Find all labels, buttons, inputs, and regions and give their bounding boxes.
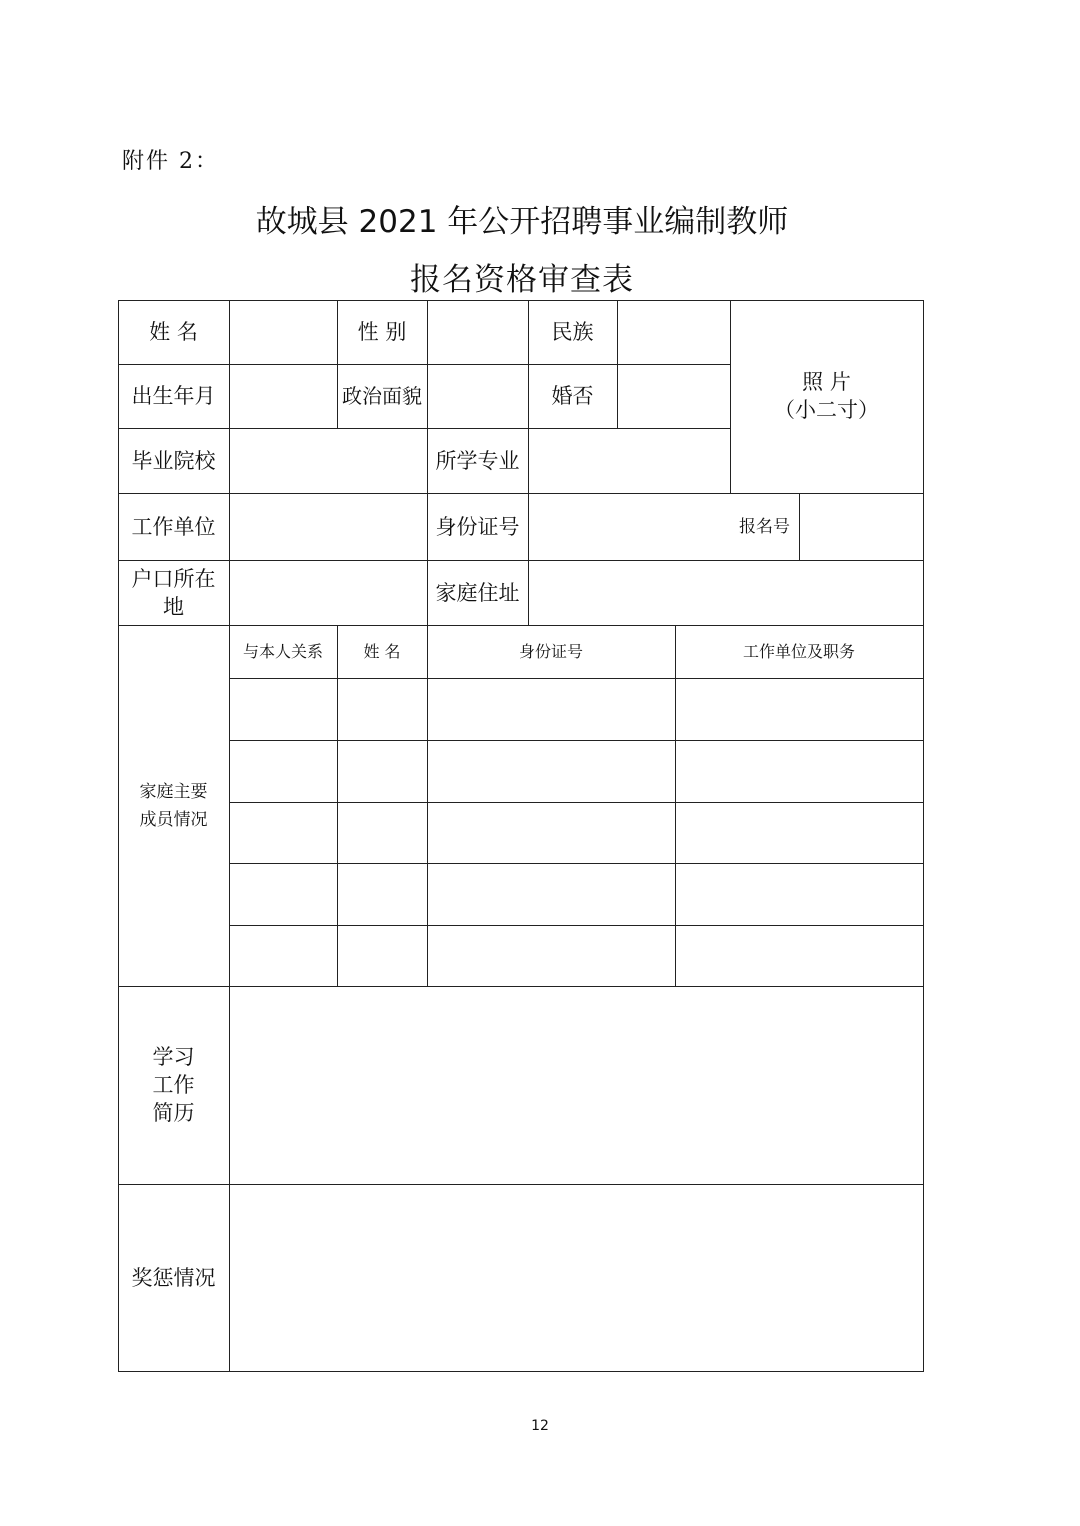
family-label-line1: 家庭主要 xyxy=(139,781,208,802)
home-address-label: 家庭住址 xyxy=(435,580,520,605)
resume-label-line3: 简历 xyxy=(152,1101,195,1125)
major-label: 所学专业 xyxy=(435,448,520,473)
family-members-label xyxy=(118,625,229,986)
family-row[interactable] xyxy=(229,678,923,740)
qualification-form-table xyxy=(118,300,924,1372)
ethnicity-label: 民族 xyxy=(551,320,594,344)
hukou-field[interactable] xyxy=(229,560,427,625)
marital-label: 婚否 xyxy=(551,384,594,408)
school-field[interactable] xyxy=(229,428,427,493)
family-row[interactable] xyxy=(229,740,923,802)
resume-label xyxy=(118,986,229,1184)
name-field[interactable] xyxy=(229,300,337,364)
family-label-line2: 成员情况 xyxy=(139,809,208,830)
resume-field[interactable] xyxy=(229,986,923,1184)
family-header-id: 身份证号 xyxy=(518,641,583,661)
reg-number-label: 报名号 xyxy=(739,516,790,537)
family-row[interactable] xyxy=(229,802,923,863)
id-number-label: 身份证号 xyxy=(435,514,520,539)
birth-field[interactable] xyxy=(229,364,337,428)
gender-field[interactable] xyxy=(427,300,528,364)
photo-label: 照 片 xyxy=(802,370,851,394)
birth-label: 出生年月 xyxy=(131,384,216,408)
rewards-label: 奖惩情况 xyxy=(131,1265,216,1290)
major-field[interactable] xyxy=(528,428,730,493)
family-row[interactable] xyxy=(229,863,923,925)
workplace-label: 工作单位 xyxy=(131,514,216,539)
form-title-line2: 报名资格审查表 xyxy=(410,262,634,298)
page-number: 12 xyxy=(531,1418,549,1434)
hukou-label xyxy=(118,560,229,625)
photo-size-label: （小二寸） xyxy=(774,398,879,422)
photo-box[interactable] xyxy=(730,364,923,428)
marital-field[interactable] xyxy=(617,364,730,428)
gender-label: 性 别 xyxy=(357,320,407,344)
form-title-line1: 故城县 2021 年公开招聘事业编制教师 xyxy=(255,204,789,240)
hukou-label-line1: 户口所在 xyxy=(131,566,216,591)
political-label: 政治面貌 xyxy=(342,384,422,408)
reg-number-field[interactable] xyxy=(799,493,923,560)
resume-label-line2: 工作 xyxy=(152,1073,195,1097)
family-header-job: 工作单位及职务 xyxy=(742,641,855,661)
resume-label-line1: 学习 xyxy=(152,1045,195,1069)
rewards-field[interactable] xyxy=(229,1184,923,1371)
name-label: 姓 名 xyxy=(149,320,198,344)
family-row[interactable] xyxy=(229,925,923,986)
ethnicity-field[interactable] xyxy=(617,300,730,364)
workplace-field[interactable] xyxy=(229,493,427,560)
school-label: 毕业院校 xyxy=(131,448,216,473)
attachment-label: 附件 2： xyxy=(122,149,219,174)
family-header-name: 姓 名 xyxy=(363,641,401,661)
home-address-field[interactable] xyxy=(528,560,923,625)
family-header-relation: 与本人关系 xyxy=(242,641,323,661)
political-field[interactable] xyxy=(427,364,528,428)
hukou-label-line2: 地 xyxy=(163,594,184,619)
